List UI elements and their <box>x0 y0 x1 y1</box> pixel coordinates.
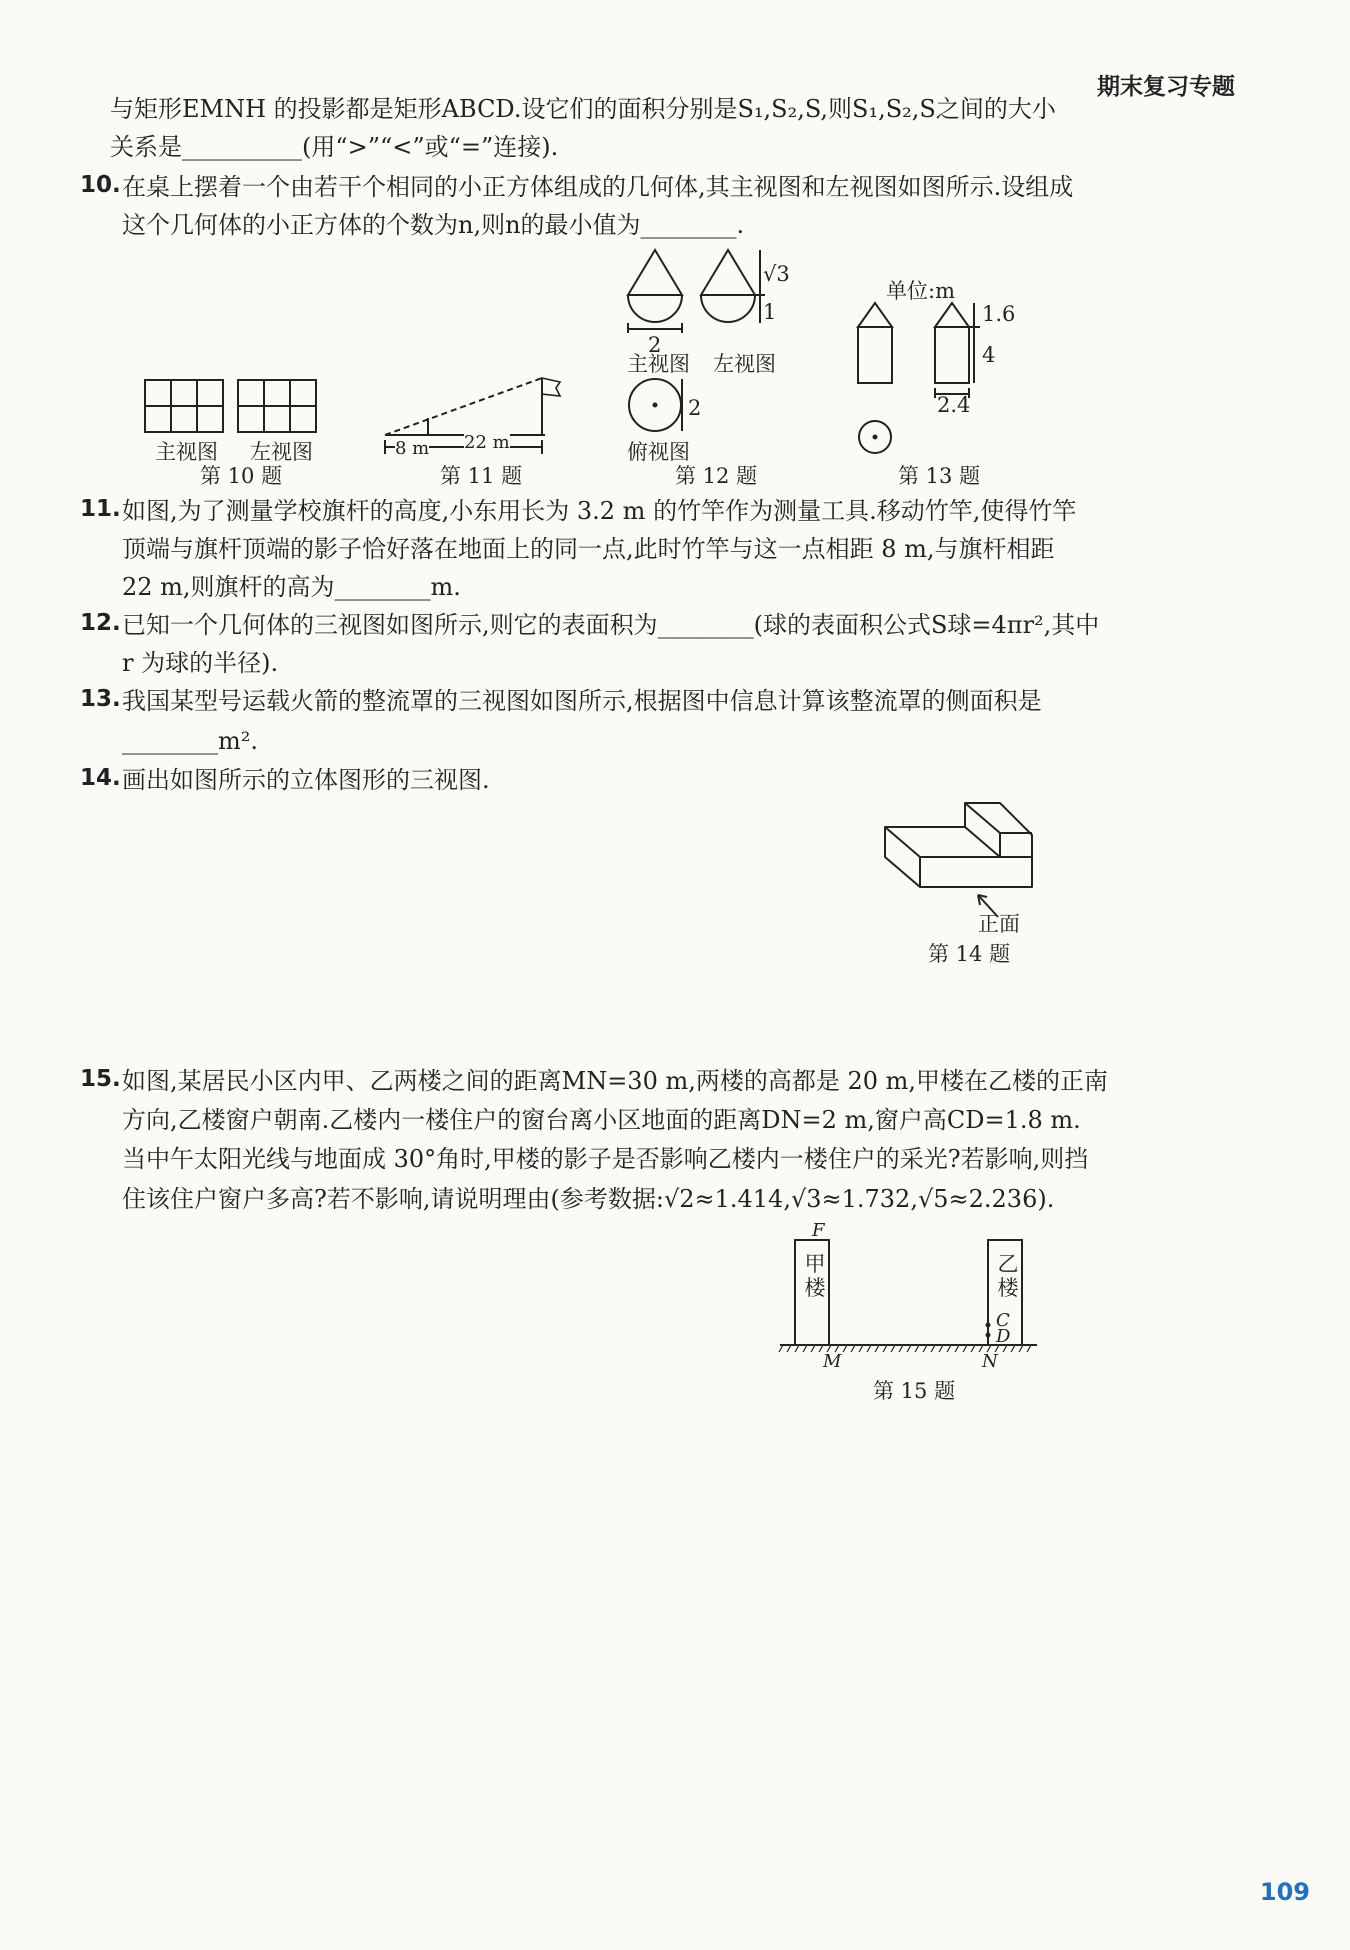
q11-line1: 如图,为了测量学校旗杆的高度,小东用长为 3.2 m 的竹竿作为测量工具.移动竹竿,使得竹竿 <box>122 497 1077 525</box>
q11-number: 11. <box>80 496 121 522</box>
fig14-caption: 第 14 题 <box>928 942 1011 966</box>
fig15-building-b: 乙楼 <box>997 1252 1019 1300</box>
fig13-caption: 第 13 题 <box>898 464 981 488</box>
fig15-building-a: 甲楼 <box>804 1252 826 1300</box>
q12-number: 12. <box>80 610 121 636</box>
q15-line4: 住该住户窗户多高?若不影响,请说明理由(参考数据:√2≈1.414,√3≈1.732,√5≈2.236). <box>122 1185 1055 1213</box>
fig12-dim-cone: √3 <box>763 262 790 286</box>
fig10-drawing <box>140 375 340 435</box>
q10-number: 10. <box>80 172 121 198</box>
fig11-caption: 第 11 题 <box>440 464 523 488</box>
fig11-dim-22m: 22 m <box>464 432 510 453</box>
q11-line3: 22 m,则旗杆的高为________m. <box>122 573 461 601</box>
fig13-unit: 单位:m <box>886 279 955 303</box>
fig14-drawing <box>880 795 1040 915</box>
fig15-label-C: C <box>996 1310 1010 1331</box>
q15-line1: 如图,某居民小区内甲、乙两楼之间的距离MN=30 m,两楼的高都是 20 m,甲楼在乙楼的正南 <box>122 1067 1109 1095</box>
page-number: 109 <box>1259 1878 1310 1906</box>
q15-line2: 方向,乙楼窗户朝南.乙楼内一楼住户的窗台离小区地面的距离DN=2 m,窗户高CD=1.8 m. <box>122 1106 1081 1134</box>
q14-number: 14. <box>80 765 121 791</box>
q13-number: 13. <box>80 686 121 712</box>
q12-line1: 已知一个几何体的三视图如图所示,则它的表面积为________(球的表面积公式S球=4πr²,其中 <box>122 611 1100 639</box>
fig14-front-label: 正面 <box>978 912 1020 936</box>
fig15-label-F: F <box>812 1220 825 1241</box>
fig10-caption: 第 10 题 <box>200 464 283 488</box>
q13-line1: 我国某型号运载火箭的整流罩的三视图如图所示,根据图中信息计算该整流罩的侧面积是 <box>122 687 1042 715</box>
fig12-dim-width: 2 <box>648 333 662 357</box>
page-header: 期末复习专题 <box>1097 74 1235 100</box>
fig12-top-label: 俯视图 <box>627 440 690 464</box>
q11-line2: 顶端与旗杆顶端的影子恰好落在地面上的同一点,此时竹竿与这一点相距 8 m,与旗杆相距 <box>122 535 1055 563</box>
fig11-dim-8m: 8 m <box>395 438 430 459</box>
q15-number: 15. <box>80 1066 121 1092</box>
fig10-front-label: 主视图 <box>155 440 218 464</box>
fig15-label-D: D <box>996 1326 1011 1347</box>
fig13-dim-top: 1.6 <box>982 302 1016 326</box>
q10-line1: 在桌上摆着一个由若干个相同的小正方体组成的几何体,其主视图和左视图如图所示.设组成 <box>122 173 1074 201</box>
fig12-dim-circle: 2 <box>688 396 702 420</box>
q14-line1: 画出如图所示的立体图形的三视图. <box>122 766 490 794</box>
q13-line2: ________m². <box>122 727 259 755</box>
q9-line1: 与矩形EMNH 的投影都是矩形ABCD.设它们的面积分别是S₁,S₂,S,则S₁,S₂,S之间的大小 <box>110 95 1056 123</box>
fig13-dim-height: 4 <box>982 343 996 367</box>
fig12-front-label: 主视图 <box>627 352 690 376</box>
fig13-dim-width: 2.4 <box>937 393 971 417</box>
fig12-dim-one: 1 <box>763 300 777 324</box>
q10-line2: 这个几何体的小正方体的个数为n,则n的最小值为________. <box>122 211 745 239</box>
q9-line2: 关系是__________(用“>”“<”或“=”连接). <box>110 133 559 161</box>
fig15-label-M: M <box>823 1351 842 1372</box>
q12-line2: r 为球的半径). <box>122 649 279 677</box>
fig15-caption: 第 15 题 <box>873 1379 956 1403</box>
fig12-caption: 第 12 题 <box>675 464 758 488</box>
q15-line3: 当中午太阳光线与地面成 30°角时,甲楼的影子是否影响乙楼内一楼住户的采光?若影响,则挡 <box>122 1145 1089 1173</box>
fig15-label-N: N <box>982 1351 998 1372</box>
fig10-left-label: 左视图 <box>250 440 313 464</box>
fig12-left-label: 左视图 <box>713 352 776 376</box>
